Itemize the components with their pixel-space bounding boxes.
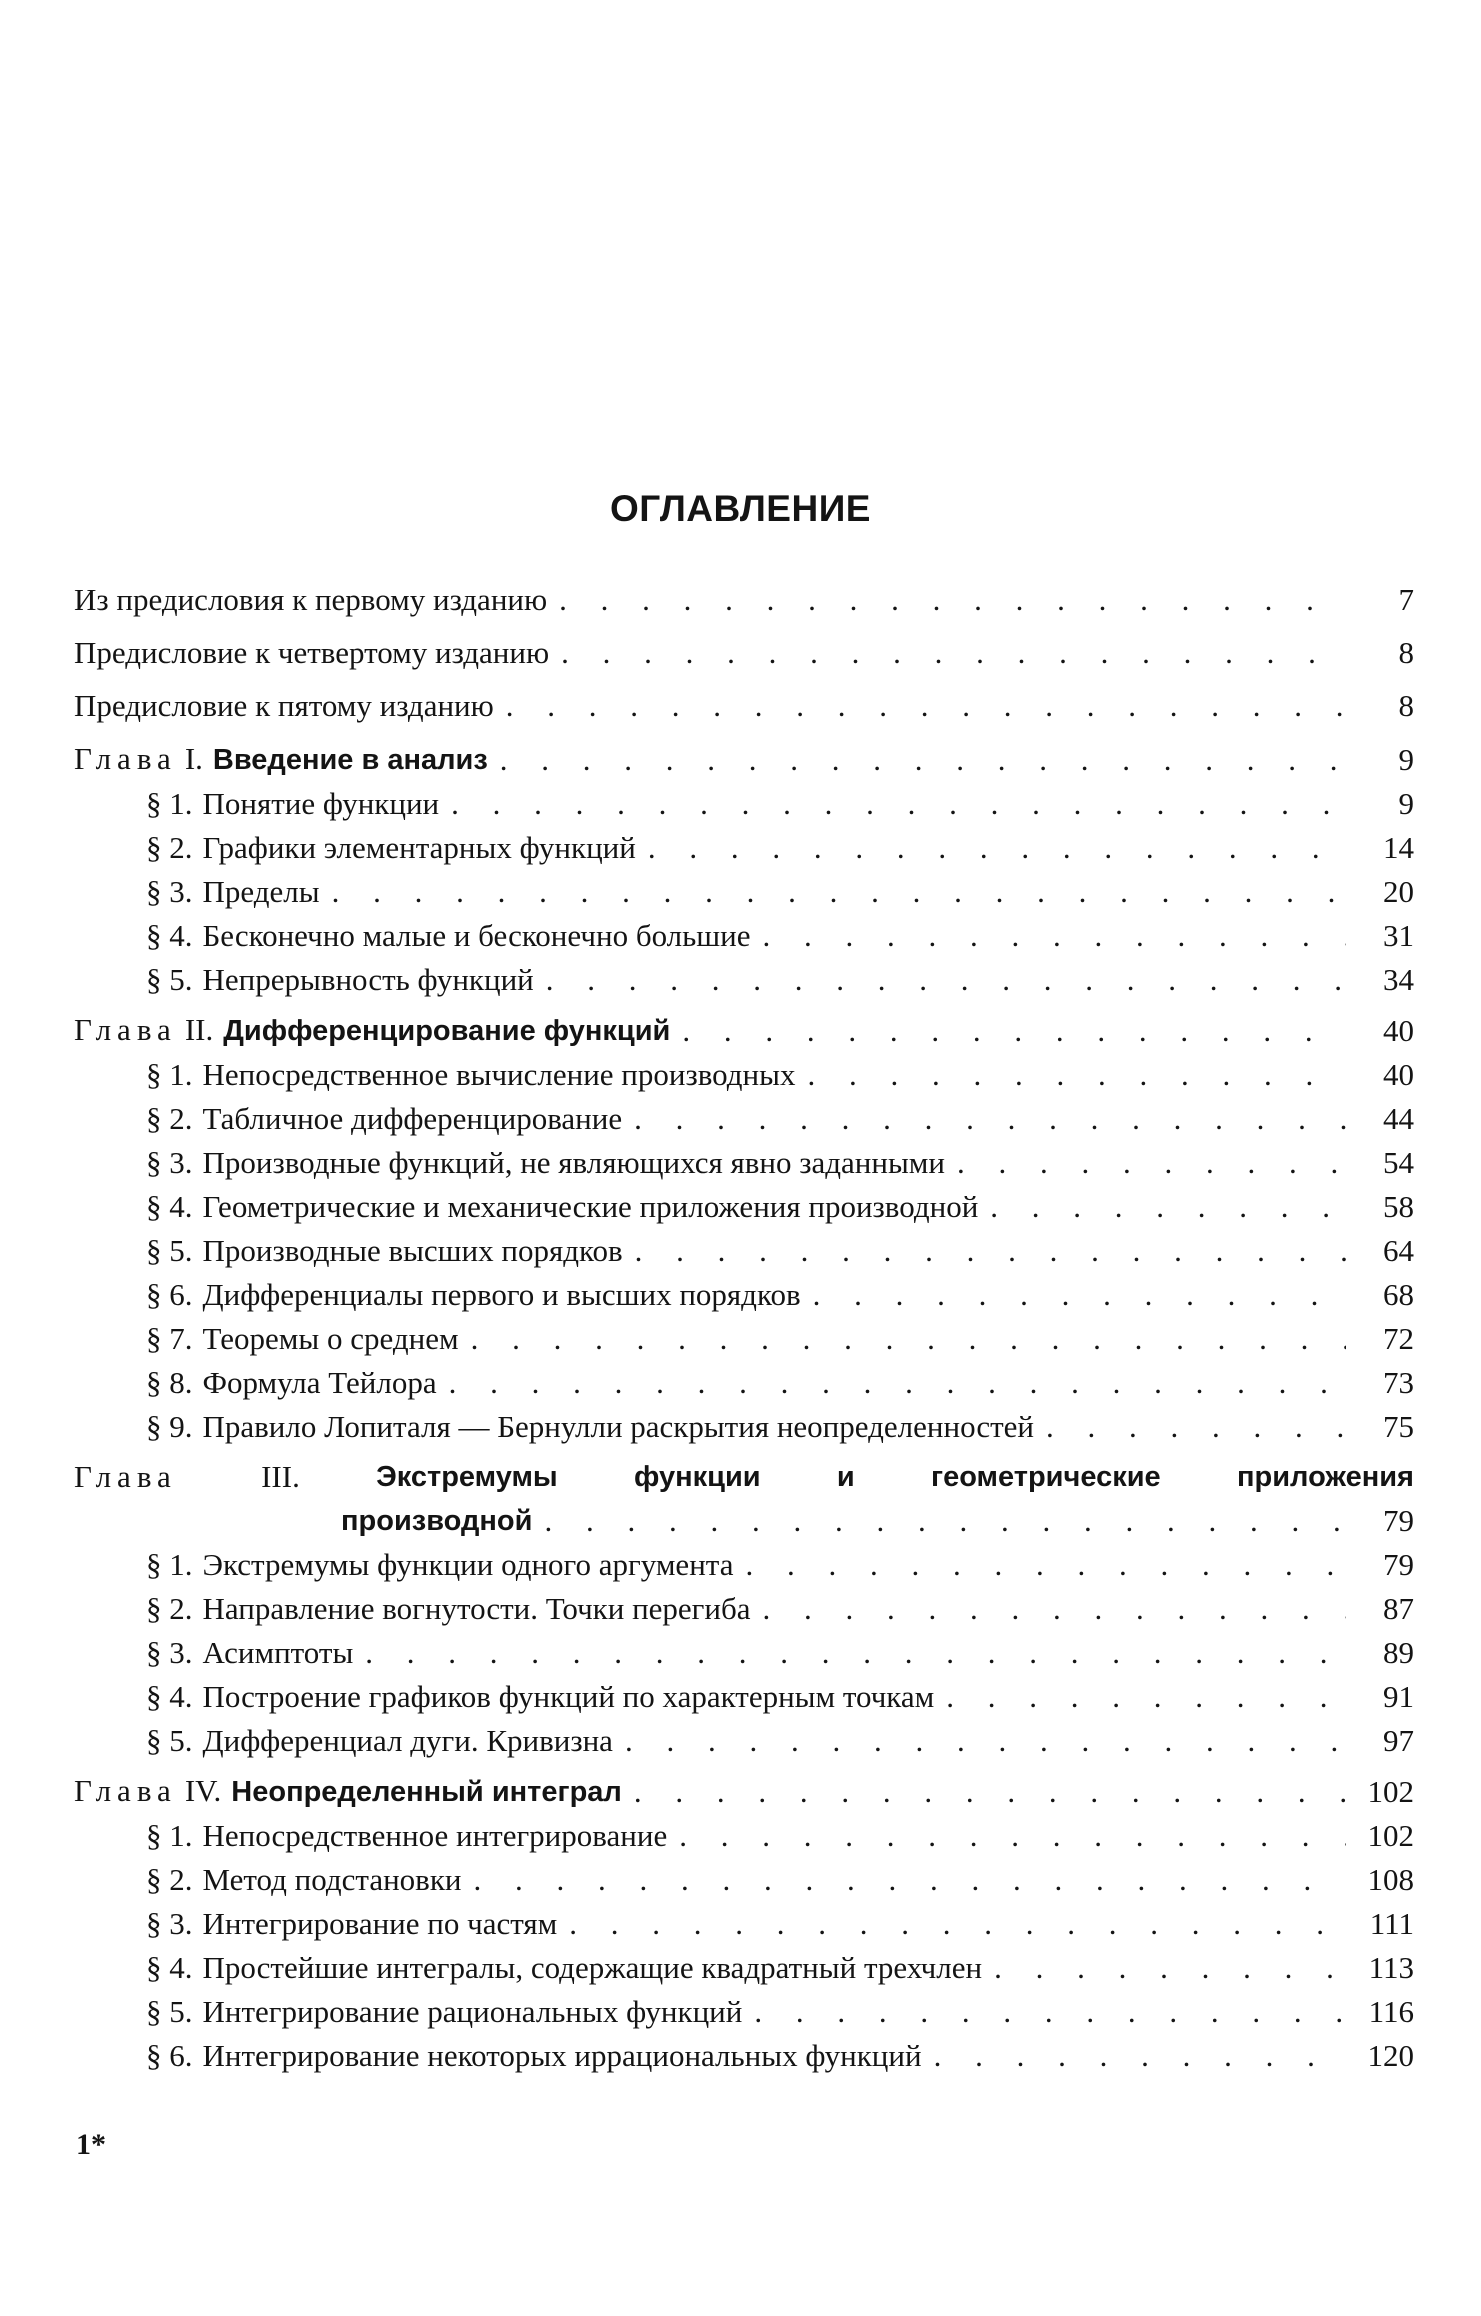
- toc-section[interactable]: [74, 1097, 1414, 1141]
- dot-leader: [679, 1814, 1346, 1858]
- section-label: Непосредственное интегрирование: [202, 1818, 668, 1853]
- chapter-word: Глава: [74, 1773, 177, 1808]
- section-number: § 2.: [146, 1862, 193, 1897]
- toc-section[interactable]: [74, 1185, 1414, 1229]
- chapter-number: II.: [184, 1012, 214, 1047]
- chapter-title: Введение в анализ: [212, 744, 488, 776]
- section-number: § 5.: [146, 962, 193, 997]
- section-number: § 3.: [146, 874, 193, 909]
- page-number: 40: [1383, 1013, 1414, 1048]
- chapter-word: Глава: [74, 1459, 177, 1494]
- section-number: § 3.: [146, 1145, 193, 1180]
- toc-section[interactable]: [74, 1587, 1414, 1631]
- page-number: 91: [1383, 1679, 1414, 1714]
- toc-section[interactable]: [74, 958, 1414, 1002]
- chapter-word: Глава: [74, 1012, 177, 1047]
- section-number: § 4.: [146, 1679, 193, 1714]
- toc-section[interactable]: [74, 1858, 1414, 1902]
- toc-chapter-1[interactable]: [74, 737, 1414, 782]
- toc-section[interactable]: [74, 1229, 1414, 1273]
- section-label: Графики элементарных функций: [202, 830, 636, 865]
- toc-section[interactable]: [74, 1405, 1414, 1449]
- page-number: 102: [1367, 1774, 1414, 1809]
- toc-section[interactable]: [74, 826, 1414, 870]
- section-number: § 8.: [146, 1365, 193, 1400]
- toc-section[interactable]: [74, 1814, 1414, 1858]
- page-number: 44: [1383, 1101, 1414, 1136]
- toc-entry-preface-fifth[interactable]: [74, 684, 1414, 728]
- toc-section[interactable]: [74, 1317, 1414, 1361]
- toc-chapter-2[interactable]: [74, 1008, 1414, 1053]
- dot-leader: [635, 1229, 1346, 1273]
- section-number: § 3.: [146, 1635, 193, 1670]
- dot-leader: [1046, 1405, 1346, 1449]
- page-number: 79: [1383, 1547, 1414, 1582]
- toc-chapter-4[interactable]: [74, 1769, 1414, 1814]
- toc-section[interactable]: [74, 914, 1414, 958]
- page-number: 72: [1383, 1321, 1414, 1356]
- dot-leader: [990, 1185, 1346, 1229]
- toc-section[interactable]: [74, 1543, 1414, 1587]
- dot-leader: [625, 1719, 1346, 1763]
- page-number: 8: [1398, 635, 1414, 670]
- section-number: § 1.: [146, 1547, 193, 1582]
- dot-leader: [471, 1317, 1346, 1361]
- section-label: Теоремы о среднем: [202, 1321, 459, 1356]
- dot-leader: [569, 1902, 1346, 1946]
- section-label: Метод подстановки: [202, 1862, 462, 1897]
- toc-section[interactable]: [74, 870, 1414, 914]
- toc-section[interactable]: [74, 1719, 1414, 1763]
- toc-section[interactable]: [74, 1902, 1414, 1946]
- page-number: 9: [1398, 742, 1414, 777]
- table-of-contents: [74, 578, 1414, 2078]
- chapter-title-word: функции: [633, 1461, 761, 1493]
- chapter-number: I.: [184, 741, 203, 776]
- page-number: 79: [1383, 1503, 1414, 1538]
- page-number: 97: [1383, 1723, 1414, 1758]
- section-number: § 3.: [146, 1906, 193, 1941]
- section-label: Дифференциал дуги. Кривизна: [202, 1723, 613, 1758]
- entry-label: Предисловие к пятому изданию: [74, 688, 494, 723]
- chapter-title: Дифференцирование функций: [223, 1015, 671, 1047]
- page-number: 14: [1383, 830, 1414, 865]
- chapter-title-word: Экстремумы: [376, 1461, 558, 1493]
- toc-entry-preface-fourth[interactable]: [74, 631, 1414, 675]
- section-label: Производные высших порядков: [202, 1233, 623, 1268]
- section-number: § 7.: [146, 1321, 193, 1356]
- section-number: § 4.: [146, 1950, 193, 1985]
- dot-leader: [561, 631, 1346, 675]
- page-number: 108: [1367, 1862, 1414, 1897]
- page-number: 89: [1383, 1635, 1414, 1670]
- dot-leader: [682, 1009, 1346, 1053]
- section-number: § 4.: [146, 918, 193, 953]
- page-number: 40: [1383, 1057, 1414, 1092]
- dot-leader: [506, 684, 1346, 728]
- page-number: 9: [1398, 786, 1414, 821]
- dot-leader: [807, 1053, 1346, 1097]
- section-number: § 5.: [146, 1994, 193, 2029]
- toc-section[interactable]: [74, 1675, 1414, 1719]
- section-label: Геометрические и механические приложения производной: [202, 1189, 979, 1224]
- toc-section[interactable]: [74, 1053, 1414, 1097]
- toc-chapter-3[interactable]: [74, 1455, 1414, 1543]
- section-label: Дифференциалы первого и высших порядков: [202, 1277, 801, 1312]
- dot-leader: [449, 1361, 1346, 1405]
- dot-leader: [946, 1675, 1346, 1719]
- section-label: Правило Лопиталя — Бернулли раскрытия неопределенностей: [202, 1409, 1034, 1444]
- section-number: § 6.: [146, 2038, 193, 2073]
- dot-leader: [332, 870, 1346, 914]
- entry-label: Из предисловия к первому изданию: [74, 582, 548, 617]
- section-label: Непосредственное вычисление производных: [202, 1057, 796, 1092]
- page-number: 7: [1398, 582, 1414, 617]
- section-label: Непрерывность функций: [202, 962, 534, 997]
- signature-mark: 1*: [76, 2128, 106, 2161]
- page-number: 75: [1383, 1409, 1414, 1444]
- section-number: § 2.: [146, 830, 193, 865]
- dot-leader: [763, 914, 1346, 958]
- section-number: § 2.: [146, 1101, 193, 1136]
- toc-entry-preface-first[interactable]: [74, 578, 1414, 622]
- page-number: 111: [1369, 1906, 1414, 1941]
- dot-leader: [745, 1543, 1346, 1587]
- toc-section[interactable]: [74, 2034, 1414, 2078]
- dot-leader: [994, 1946, 1346, 1990]
- section-number: § 2.: [146, 1591, 193, 1626]
- section-label: Построение графиков функций по характерным точкам: [202, 1679, 935, 1714]
- toc-section[interactable]: [74, 1990, 1414, 2034]
- page-number: 34: [1383, 962, 1414, 997]
- chapter-title-word: геометрические: [931, 1461, 1161, 1493]
- section-label: Табличное дифференцирование: [202, 1101, 623, 1136]
- chapter-number: IV.: [184, 1773, 222, 1808]
- chapter-number: III.: [261, 1459, 300, 1494]
- section-number: § 6.: [146, 1277, 193, 1312]
- section-number: § 1.: [146, 1818, 193, 1853]
- toc-section[interactable]: [74, 1631, 1414, 1675]
- dot-leader: [634, 1097, 1346, 1141]
- page-number: 73: [1383, 1365, 1414, 1400]
- dot-leader: [957, 1141, 1346, 1185]
- page-number: 54: [1383, 1145, 1414, 1180]
- dot-leader: [451, 782, 1346, 826]
- toc-section[interactable]: [74, 782, 1414, 826]
- chapter-title: Неопределенный интеграл: [231, 1776, 622, 1808]
- section-number: § 4.: [146, 1189, 193, 1224]
- dot-leader: [365, 1631, 1346, 1675]
- section-label: Интегрирование по частям: [202, 1906, 558, 1941]
- dot-leader: [473, 1858, 1346, 1902]
- toc-section[interactable]: [74, 1361, 1414, 1405]
- section-number: § 9.: [146, 1409, 193, 1444]
- page-number: 113: [1368, 1950, 1414, 1985]
- page-number: 120: [1367, 2038, 1414, 2073]
- page-number: 58: [1383, 1189, 1414, 1224]
- chapter-word: Глава: [74, 741, 177, 776]
- page-number: 87: [1383, 1591, 1414, 1626]
- section-label: Интегрирование некоторых иррациональных функций: [202, 2038, 922, 2073]
- toc-section[interactable]: [74, 1273, 1414, 1317]
- section-label: Производные функций, не являющихся явно заданными: [202, 1145, 945, 1180]
- section-label: Интегрирование рациональных функций: [202, 1994, 743, 2029]
- dot-leader: [559, 578, 1346, 622]
- dot-leader: [544, 1499, 1346, 1543]
- section-label: Направление вогнутости. Точки перегиба: [202, 1591, 751, 1626]
- section-number: § 1.: [146, 786, 193, 821]
- section-number: § 5.: [146, 1723, 193, 1758]
- dot-leader: [546, 958, 1346, 1002]
- dot-leader: [634, 1770, 1346, 1814]
- section-label: Асимптоты: [202, 1635, 354, 1670]
- section-label: Простейшие интегралы, содержащие квадратный трехчлен: [202, 1950, 983, 1985]
- section-label: Формула Тейлора: [202, 1365, 437, 1400]
- toc-section[interactable]: [74, 1946, 1414, 1990]
- section-number: § 5.: [146, 1233, 193, 1268]
- section-label: Экстремумы функции одного аргумента: [202, 1547, 734, 1582]
- toc-section[interactable]: [74, 1141, 1414, 1185]
- chapter-title-word: приложения: [1236, 1461, 1414, 1493]
- section-label: Пределы: [202, 874, 320, 909]
- entry-label: Предисловие к четвертому изданию: [74, 635, 550, 670]
- dot-leader: [754, 1990, 1346, 2034]
- page-number: 68: [1383, 1277, 1414, 1312]
- dot-leader: [934, 2034, 1346, 2078]
- dot-leader: [813, 1273, 1346, 1317]
- section-label: Бесконечно малые и бесконечно большие: [202, 918, 751, 953]
- page-number: 31: [1383, 918, 1414, 953]
- page-number: 64: [1383, 1233, 1414, 1268]
- chapter-title-word: и: [836, 1461, 855, 1493]
- chapter-title-cont: производной: [341, 1505, 533, 1537]
- page-number: 8: [1398, 688, 1414, 723]
- dot-leader: [648, 826, 1346, 870]
- page-title: ОГЛАВЛЕНИЕ: [610, 488, 871, 529]
- dot-leader: [763, 1587, 1346, 1631]
- page-number: 102: [1367, 1818, 1414, 1853]
- page-number: 20: [1383, 874, 1414, 909]
- dot-leader: [500, 738, 1346, 782]
- section-number: § 1.: [146, 1057, 193, 1092]
- page-number: 116: [1368, 1994, 1414, 2029]
- section-label: Понятие функции: [202, 786, 440, 821]
